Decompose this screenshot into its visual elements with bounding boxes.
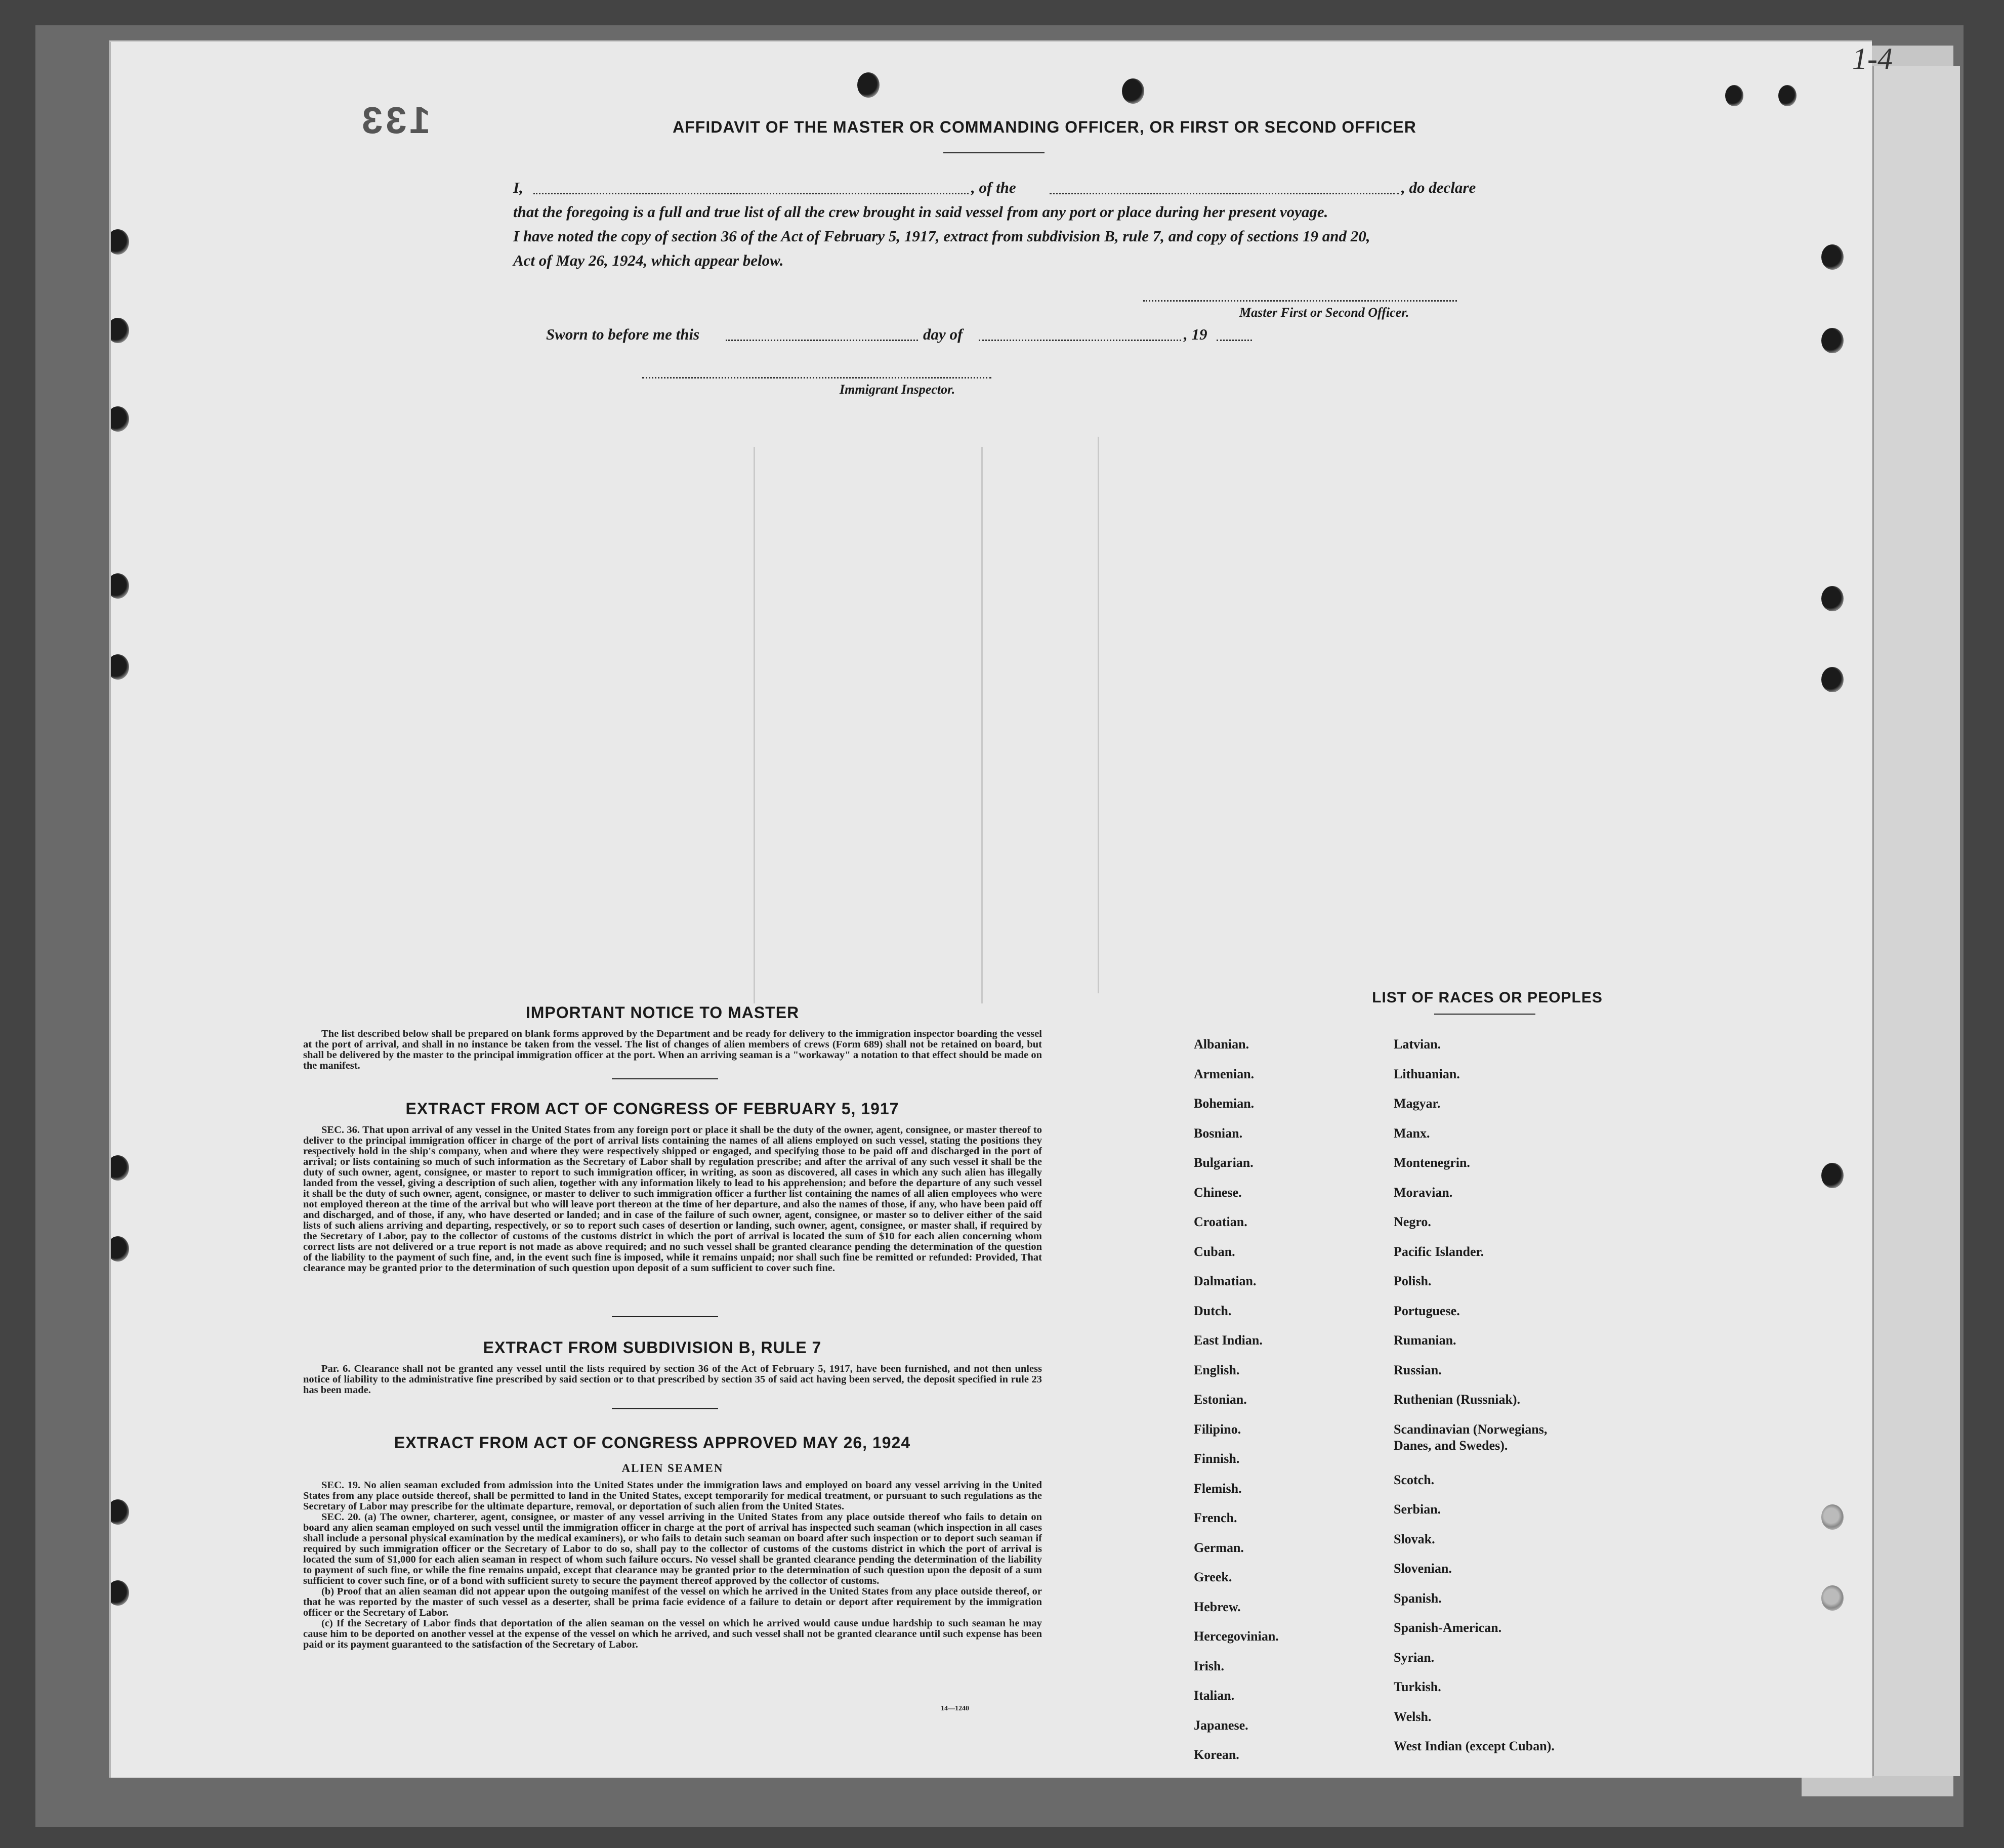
sworn-month-blank[interactable] [979,340,1181,341]
race-item: Pacific Islander. [1394,1244,1484,1259]
affidavit-line4: Act of May 26, 1924, which appear below. [513,251,784,269]
race-item: Ruthenian (Russniak). [1394,1392,1520,1407]
rule-7-text [303,1364,1042,1396]
race-item: Spanish. [1394,1590,1442,1606]
binding-hole [857,72,880,98]
binding-hole [109,229,129,255]
race-item: Estonian. [1194,1392,1247,1407]
act-1924-title: EXTRACT FROM ACT OF CONGRESS APPROVED MAY 26, 1924 [394,1434,911,1452]
race-item: French. [1194,1510,1237,1525]
affidavit-line3: I have noted the copy of section 36 of the Act of February 5, 1917, extract from subdivision B, rule 7, and copy of sections 19 and 20, [513,227,1370,245]
race-item: Albanian. [1194,1037,1249,1052]
race-item: Filipino. [1194,1421,1241,1437]
race-item: Spanish-American. [1394,1620,1502,1635]
corner-handwritten-mark: 1-4 [1852,42,1893,75]
race-item: Greek. [1194,1570,1232,1584]
race-item: German. [1194,1540,1244,1555]
section-divider [612,1408,718,1409]
faint-column-rule [981,447,983,1003]
races-title: LIST OF RACES OR PEOPLES [1372,989,1603,1006]
binding-hole [1821,244,1844,270]
title-underline [943,152,1045,153]
affidavit-line1-mid: , of the [971,179,1016,196]
race-item: Magyar. [1394,1096,1441,1111]
inspector-signature-blank[interactable] [642,377,991,379]
rule-7-title: EXTRACT FROM SUBDIVISION B, RULE 7 [483,1338,822,1357]
binding-hole [109,654,129,680]
vessel-blank[interactable] [1050,193,1399,194]
faint-column-rule [1098,437,1099,993]
act-1924-sec20c: (c) If the Secretary of Labor finds that deportation of the alien seaman on the vessel on which he arrived would cause undue hardship to such seaman he may cause him to be deported on another vessel at the expense of the vessel on which he arrived, and such vessel shall not be granted clearance until such expense has been paid or its payment guaranteed to the satisfaction of the Secretary of Labor. [303,1618,1042,1650]
races-title-underline [1434,1014,1535,1015]
sworn-year-blank[interactable] [1217,340,1252,341]
alien-seamen-subtitle: ALIEN SEAMEN [621,1462,724,1475]
race-item: Croatian. [1194,1214,1247,1229]
race-item: Scotch. [1394,1472,1435,1487]
sworn-day-blank[interactable] [726,340,918,341]
binding-hole [1821,667,1844,692]
race-item: Bohemian. [1194,1096,1255,1111]
race-item: Italian. [1194,1688,1235,1703]
race-item: Scandinavian (Norwegians, Danes, and Swedes). [1394,1421,1548,1453]
binding-hole [109,1155,129,1181]
race-item: English. [1194,1362,1240,1377]
binding-hole [1778,85,1797,106]
race-item: Slovak. [1394,1531,1435,1546]
master-signature-blank[interactable] [1143,300,1457,302]
race-item: Slovenian. [1394,1561,1452,1576]
race-item: Bulgarian. [1194,1155,1254,1170]
race-item: West Indian (except Cuban). [1394,1739,1555,1753]
binding-hole [1821,1163,1844,1188]
binding-hole [109,318,129,343]
binding-hole [1821,328,1844,353]
race-item: Turkish. [1394,1679,1441,1694]
binding-hole [1821,586,1844,611]
race-item: Cuban. [1194,1244,1235,1259]
binding-hole [109,573,129,599]
page-number-stamp: 133 [359,99,431,141]
binding-hole [109,406,129,432]
race-item: Serbian. [1394,1502,1441,1517]
binding-hole [1821,1585,1844,1611]
binding-hole [109,1499,129,1525]
binding-hole [1821,1504,1844,1530]
form-code: 14—1240 [941,1705,969,1712]
sworn-start: Sworn to before me this [546,325,700,343]
sworn-mid: day of [923,325,963,343]
race-item: Manx. [1394,1125,1430,1141]
race-item: Japanese. [1194,1717,1248,1733]
inspector-signature-label: Immigrant Inspector. [840,382,955,397]
faint-column-rule [754,447,755,1003]
act-1924-text [303,1480,1042,1650]
race-item: Hebrew. [1194,1599,1241,1614]
act-1917-sec36: SEC. 36. That upon arrival of any vessel in the United States from any foreign port or place it shall be the duty of the owner, agent, consignee, or master thereof to deliver to the principal immigration officer in charge of the port of arrival lists containing the names of all aliens employed on such vessel, stating the positions they respectively hold in the ship's company, when and where they were respectively shipped or engaged, and specifying those to be paid off and discharged in the port of arrival; or lists containing so much of such information as the Secretary of Labor shall by regulation prescribe; and after the arrival of any such vessel it shall be the duty of such owner, agent, consignee, or master to report to such immigration officer, in writing, as soon as discovered, all cases in which any such alien has illegally landed from the vessel, giving a description of such alien, together with any information likely to lead to his apprehension; and before the departure of any such vessel it shall be the duty of such owner, agent, consignee, or master to deliver to such immigration officer a further list containing the names of all alien employees who were not employed thereon at the time of the arrival but who will leave port thereon at the time of her departure, and also the names of those, if any, who have been paid off and discharged, and of those, if any, who have deserted or landed; and in case of the failure of such owner, agent, consignee, or master so to deliver either of the said lists of such aliens arriving and departing, respectively, or so to report such cases of desertion or landing, such owner, agent, consignee, or master shall, if required by the Secretary of Labor, pay to the collector of customs of the customs district in which the port of arrival is located the sum of $10 for each alien concerning whom correct lists are not delivered or a true report is not made as above required; and no such vessel shall be granted clearance pending the determination of the question of the liability to the payment of such fine, and, in the event such fine is imposed, while it remains unpaid; nor shall such fine be remitted or refunded: Provided, That clearance may be granted prior to the determination of such question upon deposit of a sum sufficient to cover such fine. [303,1124,1042,1274]
race-item: Portuguese. [1394,1303,1460,1318]
race-item: Chinese. [1194,1185,1242,1200]
race-item: Dutch. [1194,1303,1232,1318]
sworn-end: , 19 [1184,325,1207,343]
race-item: Latvian. [1394,1037,1441,1052]
name-blank[interactable] [533,193,969,194]
manifest-back-page [109,40,1872,1778]
act-1924-sec20a: SEC. 20. (a) The owner, charterer, agent, consignee, or master of any vessel arriving in the United States from any place outside thereof who fails to detain on board any alien seaman employed on such vessel until the immigration officer in charge at the port of arrival has inspected such seaman (which inspection in all cases shall include a personal physical examination by the medical examiners), or who fails to detain such seaman on board after such inspection or to deport such seaman if required by such immigration officer or the Secretary of Labor to do so, shall pay to the collector of customs of the customs district in which the port of arrival is located the sum of $1,000 for each alien seaman in respect of whom such failure occurs. No vessel shall be granted clearance pending the determination of the liability to payment of such fine, or while the fine remains unpaid, except that clearance may be granted prior to the determination of such question upon the deposit of a sum sufficient to cover such fine, or of a bond with sufficient surety to secure the payment thereof approved by the collector of customs. [303,1511,1042,1586]
race-item: Hercegovinian. [1194,1629,1279,1644]
underlying-manifest-edge [1872,66,1960,1776]
race-item: Moravian. [1394,1185,1453,1200]
race-item: Welsh. [1394,1709,1432,1724]
binding-hole [109,1236,129,1262]
binding-hole [1725,85,1743,106]
race-item: Russian. [1394,1362,1442,1377]
notice-text [303,1029,1042,1071]
race-item: Finnish. [1194,1451,1240,1466]
race-item: Montenegrin. [1394,1155,1470,1170]
race-item: Armenian. [1194,1066,1255,1081]
section-divider [612,1078,718,1079]
race-item: Irish. [1194,1658,1224,1673]
notice-title: IMPORTANT NOTICE TO MASTER [525,1003,800,1022]
affidavit-line1-start: I, [513,179,523,196]
race-item: Flemish. [1194,1481,1242,1496]
affidavit-title: AFFIDAVIT OF THE MASTER OR COMMANDING OFFICER, OR FIRST OR SECOND OFFICER [673,118,1416,136]
race-item: Bosnian. [1194,1125,1243,1141]
rule-7-par6: Par. 6. Clearance shall not be granted any vessel until the lists required by section 36 of the Act of February 5, 1917, have been furnished, and not then unless notice of liability to the administrative fine prescribed by said section or to that prescribed by section 35 of said act having been served, the deposit specified in rule 23 has been made. [303,1363,1042,1396]
act-1917-title: EXTRACT FROM ACT OF CONGRESS OF FEBRUARY 5, 1917 [405,1100,899,1118]
race-item: Rumanian. [1394,1333,1456,1348]
race-item: Dalmatian. [1194,1274,1257,1288]
binding-hole [1122,78,1144,104]
race-item: Korean. [1194,1747,1239,1762]
race-item: Syrian. [1394,1650,1435,1665]
race-item: Negro. [1394,1214,1431,1229]
act-1924-sec19: SEC. 19. No alien seaman excluded from admission into the United States under the immigration laws and employed on board any vessel arriving in the United States from any place outside thereof, shall be permitted to land in the United States, except temporarily for medical treatment, or pursuant to such regulations as the Secretary of Labor may prescribe for the ultimate departure, removal, or deportation of such alien from the United States. [303,1480,1042,1512]
race-item: East Indian. [1194,1333,1263,1348]
act-1924-sec20b: (b) Proof that an alien seaman did not appear upon the outgoing manifest of the vessel on which he arrived in the United States from any place outside thereof, or that he was reported by the master of such vessel as a deserter, shall be prima facie evidence of a failure to detain or deport after requirement by the immigration officer or the Secretary of Labor. [303,1586,1042,1618]
act-1917-text [303,1125,1042,1274]
race-item: Polish. [1394,1274,1432,1288]
binding-hole [109,1580,129,1606]
affidavit-line1-end: , do declare [1401,179,1476,196]
race-item: Lithuanian. [1394,1066,1460,1081]
master-signature-label: Master First or Second Officer. [1239,305,1409,320]
affidavit-line2: that the foregoing is a full and true list of all the crew brought in said vessel from any port or place during her present voyage. [513,203,1328,221]
notice-paragraph: The list described below shall be prepared on blank forms approved by the Department and be ready for delivery to the immigration inspector boarding the vessel at the port of arrival, and shall in no instance be taken from the vessel. The list of changes of alien members of crews (Form 689) shall not be retained on board, but shall be delivered by the master to the principal immigration officer at the port. When an arriving seaman is a "workaway" a notation to that effect should be made on the manifest. [303,1028,1042,1071]
section-divider [612,1316,718,1317]
